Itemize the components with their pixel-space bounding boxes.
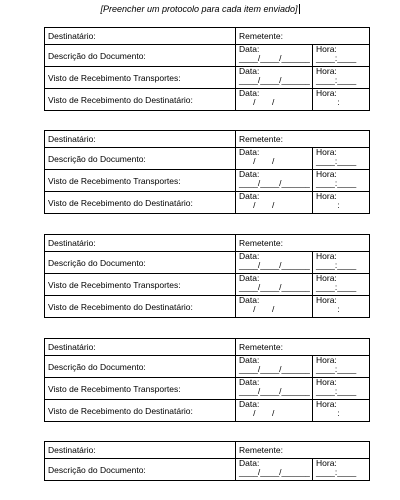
date-field[interactable]: Data: ____/____/______ [236, 378, 313, 400]
recipient-receipt-label: Visto de Recebimento do Destinatário: [45, 400, 236, 422]
header-row [45, 442, 370, 459]
date-field[interactable]: Data: / / [236, 400, 313, 422]
time-field[interactable]: Hora: : [313, 400, 370, 422]
date-field[interactable]: Data: / / [236, 296, 313, 318]
transport-receipt-row [45, 170, 370, 192]
transport-receipt-row [45, 378, 370, 400]
date-field[interactable]: Data: ____/____/______ [236, 459, 313, 481]
document-description-row [45, 252, 370, 274]
header-row [45, 235, 370, 252]
recipient-receipt-label: Visto de Recebimento do Destinatário: [45, 192, 236, 214]
protocol-form-3 [44, 234, 370, 318]
time-field[interactable]: Hora: ____:____ [313, 459, 370, 481]
time-field[interactable]: Hora: ____:____ [313, 67, 370, 89]
time-field[interactable]: Hora: : [313, 89, 370, 111]
sender-field[interactable]: Remetente: [236, 442, 370, 459]
recipient-receipt-label: Visto de Recebimento do Destinatário: [45, 89, 236, 111]
header-row [45, 339, 370, 356]
document-description-label: Descrição do Documento: [45, 148, 236, 170]
instruction-text: [Preencher um protocolo para cada item enviado] [100, 4, 298, 14]
document-description-row [45, 148, 370, 170]
recipient-receipt-row [45, 296, 370, 318]
date-field[interactable]: Data: ____/____/______ [236, 67, 313, 89]
transport-receipt-label: Visto de Recebimento Transportes: [45, 67, 236, 89]
document-description-label: Descrição do Documento: [45, 252, 236, 274]
time-field[interactable]: Hora: ____:____ [313, 148, 370, 170]
date-field[interactable]: Data: ____/____/______ [236, 252, 313, 274]
transport-receipt-row [45, 274, 370, 296]
date-field[interactable]: Data: ____/____/______ [236, 45, 313, 67]
time-field[interactable]: Hora: ____:____ [313, 274, 370, 296]
time-field[interactable]: Hora: : [313, 192, 370, 214]
date-field[interactable]: Data: ____/____/______ [236, 170, 313, 192]
recipient-receipt-row [45, 192, 370, 214]
sender-field[interactable]: Remetente: [236, 131, 370, 148]
time-field[interactable]: Hora: : [313, 296, 370, 318]
recipient-field[interactable]: Destinatário: [45, 28, 236, 45]
time-field[interactable]: Hora: ____:____ [313, 170, 370, 192]
date-field[interactable]: Data: ____/____/______ [236, 274, 313, 296]
sender-field[interactable]: Remetente: [236, 28, 370, 45]
date-field[interactable]: Data: / / [236, 192, 313, 214]
protocol-form-5 [44, 441, 370, 481]
date-field[interactable]: Data: ____/____/______ [236, 356, 313, 378]
recipient-field[interactable]: Destinatário: [45, 339, 236, 356]
recipient-receipt-row [45, 89, 370, 111]
recipient-receipt-row [45, 400, 370, 422]
time-field[interactable]: Hora: ____:____ [313, 45, 370, 67]
recipient-field[interactable]: Destinatário: [45, 442, 236, 459]
transport-receipt-label: Visto de Recebimento Transportes: [45, 170, 236, 192]
document-description-row [45, 459, 370, 481]
date-field[interactable]: Data: / / [236, 148, 313, 170]
header-row [45, 131, 370, 148]
header-row [45, 28, 370, 45]
transport-receipt-label: Visto de Recebimento Transportes: [45, 274, 236, 296]
protocol-form-2 [44, 130, 370, 214]
time-field[interactable]: Hora: ____:____ [313, 252, 370, 274]
recipient-receipt-label: Visto de Recebimento do Destinatário: [45, 296, 236, 318]
recipient-field[interactable]: Destinatário: [45, 131, 236, 148]
time-field[interactable]: Hora: ____:____ [313, 378, 370, 400]
protocol-form-1 [44, 27, 370, 111]
document-description-label: Descrição do Documento: [45, 356, 236, 378]
date-field[interactable]: Data: / / [236, 89, 313, 111]
recipient-field[interactable]: Destinatário: [45, 235, 236, 252]
transport-receipt-row [45, 67, 370, 89]
document-description-row [45, 45, 370, 67]
document-description-label: Descrição do Documento: [45, 459, 236, 481]
protocol-form-4 [44, 338, 370, 422]
document-description-row [45, 356, 370, 378]
document-description-label: Descrição do Documento: [45, 45, 236, 67]
sender-field[interactable]: Remetente: [236, 339, 370, 356]
sender-field[interactable]: Remetente: [236, 235, 370, 252]
transport-receipt-label: Visto de Recebimento Transportes: [45, 378, 236, 400]
text-cursor [299, 4, 300, 14]
time-field[interactable]: Hora: ____:____ [313, 356, 370, 378]
